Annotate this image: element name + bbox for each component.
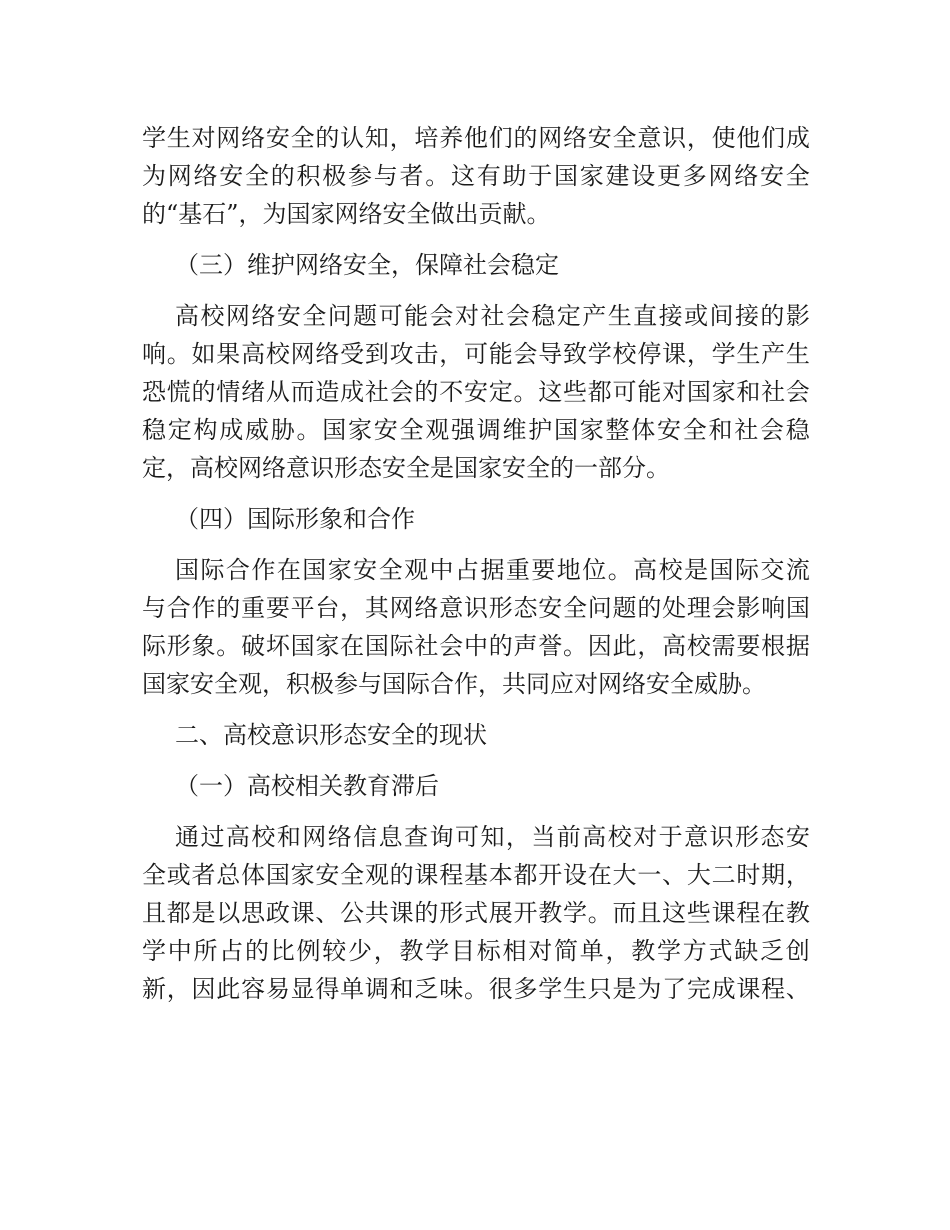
text-line: 为 网 络 安 全 的 积 极 参 与 者 。 这 有 助 于 国 家 建 设 更 多 网 络 安 全 xyxy=(142,162,810,190)
text-line: 全 或 者 总 体 国 家 安 全 观 的 课 程 基 本 都 开 设 在 大 一 、 大 二 时 期 ， xyxy=(142,861,810,889)
text-line: 响 。 如 果 高 校 网 络 受 到 攻 击 ， 可 能 会 导 致 学 校 停 课 ， 学 生 产 生 xyxy=(142,340,810,368)
text-line: 的“基石”，为国家网络安全做出贡献。 xyxy=(142,200,551,228)
text-line: 与 合 作 的 重 要 平 台 ， 其 网 络 意 识 形 态 安 全 问 题 的 处 理 会 影 响 国 xyxy=(142,594,810,622)
text-line: 通 过 高 校 和 网 络 信 息 查 询 可 知 ， 当 前 高 校 对 于 意 识 形 态 安 xyxy=(175,823,810,851)
text-line: 定，高校网络意识形态安全是国家安全的一部分。 xyxy=(142,454,670,482)
text-line: 学 中 所 占 的 比 例 较 少 ， 教 学 目 标 相 对 简 单 ， 教 学 方 式 缺 乏 创 xyxy=(142,937,810,965)
text-line: 恐 慌 的 情 绪 从 而 造 成 社 会 的 不 安 定 。 这 些 都 可 能 对 国 家 和 社 会 xyxy=(142,378,810,406)
paragraph-gap xyxy=(142,284,810,297)
text-line: 新 ， 因 此 容 易 显 得 单 调 和 乏 味 。 很 多 学 生 只 是 为 了 完 成 课 程 、 xyxy=(142,975,810,1003)
text-line: （三）维护网络安全，保障社会稳定 xyxy=(175,251,559,279)
document-body xyxy=(142,119,810,1008)
text-line: 国 际 合 作 在 国 家 安 全 观 中 占 据 重 要 地 位 。 高 校 是 国 际 交 流 xyxy=(175,556,810,584)
paragraph-gap xyxy=(142,754,810,767)
text-line: （四）国际形象和合作 xyxy=(175,505,415,533)
paragraph-gap xyxy=(142,538,810,551)
text-line: 际 形 象 。 破 坏 国 家 在 国 际 社 会 中 的 声 誉 。 因 此 ， 高 校 需 要 根 据 xyxy=(142,632,810,660)
text-line: （一）高校相关教育滞后 xyxy=(175,772,439,800)
paragraph-gap xyxy=(142,805,810,818)
paragraph-gap xyxy=(142,233,810,246)
text-line: 且 都 是 以 思 政 课 、 公 共 课 的 形 式 展 开 教 学 。 而 且 这 些 课 程 在 教 xyxy=(142,899,810,927)
text-line: 国家安全观，积极参与国际合作，共同应对网络安全威胁。 xyxy=(142,670,766,698)
text-line: 二、高校意识形态安全的现状 xyxy=(175,721,487,749)
paragraph-gap xyxy=(142,487,810,500)
paragraph-gap xyxy=(142,703,810,716)
text-line: 稳 定 构 成 威 胁 。 国 家 安 全 观 强 调 维 护 国 家 整 体 安 全 和 社 会 稳 xyxy=(142,416,810,444)
text-line: 高 校 网 络 安 全 问 题 可 能 会 对 社 会 稳 定 产 生 直 接 或 间 接 的 影 xyxy=(175,302,810,330)
text-line: 学 生 对 网 络 安 全 的 认 知 ， 培 养 他 们 的 网 络 安 全 意 识 ， 使 他 们 成 xyxy=(142,124,810,152)
